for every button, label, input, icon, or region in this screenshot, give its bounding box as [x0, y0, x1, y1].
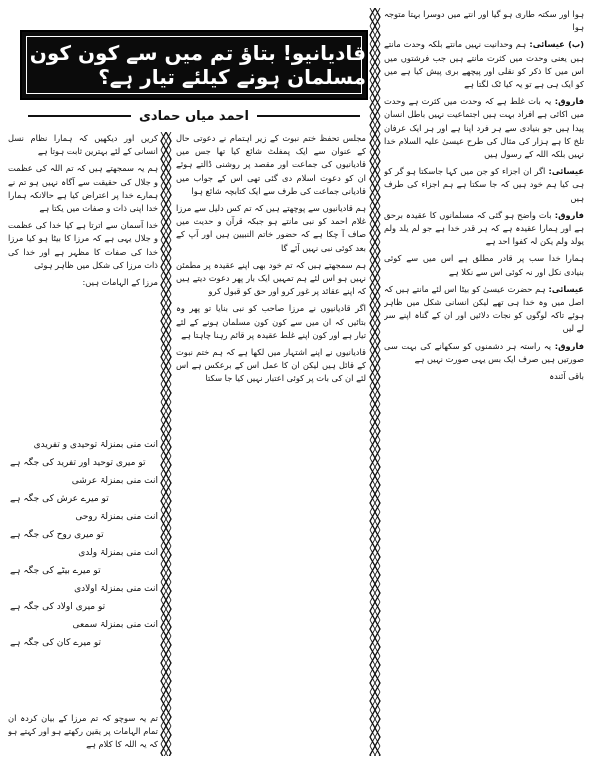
middle-column-paragraph: مجلس تحفظ ختم نبوت کے زیر اہتمام نے دعوتی حال کے عنوان سے ایک پمفلٹ شائع کیا تھا جس میں قادیانیوں کی جماعت اور مقصد پر روشنی ڈالتے ہوئے ان کو دعوت اسلام دی گئی تھی اس کے جواب میں قادیانی جماعت کی طرف سے ایک کتابچہ شائع ہوا: [176, 133, 366, 196]
left-footer: [8, 712, 158, 756]
paragraph-text: اگر ان اجزاء کو جن میں کہا جاسکتا ہو گر کو ہی کیا ہم خود ہیں کہ جا سکتا ہے ہم اجزاء کی طرف ہیں: [384, 166, 584, 203]
left-column-paragraph: ہم یہ سمجھتے ہیں کہ تم اللہ کی عظمت و جلال کی حقیقت سے آگاہ نہیں ہو تم نے ہمارے خدا پر اعتراض کیا ہے حالانکہ ہمارا خدا اپنی ذات و صفات میں یکتا ہے: [8, 163, 158, 214]
speaker-label: عیسائی:: [545, 166, 584, 177]
headline-title: قادیانیو! بتاؤ تم میں سے کون کون مسلمان ہونے کیلئے تیار ہے؟: [29, 41, 366, 89]
right-column: [384, 8, 584, 756]
verse-arabic: انت منی بمنزلۃ اولادی: [74, 584, 158, 594]
speaker-label: فاروق:: [551, 96, 584, 107]
middle-column-body: [176, 132, 366, 386]
verse-translation: تو میرے کان کی جگہ ہے: [10, 638, 102, 648]
verse-arabic: انت منی بمنزلۃ سمعی: [72, 620, 158, 630]
left-column-paragraph: مرزا کے الہامات ہیں:: [82, 277, 158, 288]
middle-column-paragraph: ہم قادیانیوں سے پوچھتے ہیں کہ تم کس دلیل سے مرزا غلام احمد کو نبی مانتے ہو جبکہ قرآن و حدیث میں صاف آ چکا ہے کہ حضور خاتم النبیین ہیں اور آپ کے بعد کوئی نبی نہیں آئے گا: [176, 203, 366, 253]
divider-ornament: [160, 132, 172, 756]
middle-column: [176, 132, 366, 756]
byline: [20, 104, 368, 128]
left-column-body: [8, 132, 158, 289]
column-divider-left: [160, 132, 172, 756]
paragraph-text: یہ بات غلط ہے کہ وحدت میں کثرت ہے وحدت میں اکائی ہے افراد بہت ہیں اجتماعیت نہیں باطل انسان پیدا ہیں جو بنیادی سے ہر فرد اپنا ہے اور ہر ایک عرفان تلخ کا ہے ہزار کی مثال کی طرح عیسیٰ علیہ السلام خدا نہیں بلکہ اللہ کے رسول ہیں: [384, 96, 584, 160]
middle-column-paragraph: قادیانیوں نے اپنے اشتہار میں لکھا ہے کہ ہم ختم نبوت کے قائل ہیں لیکن ان کا عمل اس کے برعکس ہے اس لئے ان کی بات پر کوئی اعتبار نہیں کیا جا سکتا: [176, 347, 366, 384]
paragraph-text: ہم حضرت عیسیٰ کو بیٹا اس لئے مانتے ہیں کہ اصل میں وہ خدا ہی تھے لیکن انسانی شکل میں ظاہر ہوئے تاکہ لوگوں کو نجات دلائیں اور ان کے گناہ اپنے سر لے لیں: [384, 283, 584, 334]
ilhamat-verses: [10, 436, 158, 706]
divider-ornament: [369, 8, 381, 756]
verse-translation: تو میری اولاد کی جگہ ہے: [10, 602, 106, 612]
verse-translation: تو میری توحید اور تفرید کی جگہ ہے: [10, 458, 146, 468]
right-column-paragraph: [384, 340, 584, 366]
byline-rule-right: [257, 115, 360, 117]
left-column-paragraph: خدا آسمان سے اترتا ہے کیا خدا کی عظمت و جلال یہی ہے کہ مرزا کا بیٹا ہو کیا مرزا خدا کی صفات کا مظہر ہے اور خدا کی ذات مرزا کی شکل میں ظاہر ہوئی: [8, 220, 158, 270]
verse-translation: تو میری روح کی جگہ ہے: [10, 530, 104, 540]
speaker-label: فاروق:: [551, 340, 584, 351]
speaker-label: (ب) عیسائی:: [526, 39, 584, 50]
right-column-paragraph: [384, 38, 584, 91]
paragraph-text: باقی آئندہ: [549, 371, 584, 382]
middle-column-paragraph: ہم سمجھتے ہیں کہ تم خود بھی اپنے عقیدہ پر مطمئن نہیں ہو اس لئے ہم تمہیں ایک بار پھر دعوت دیتے ہیں کہ اپنے عقائد پر غور کرو اور حق کو قبول کرو: [176, 259, 366, 297]
verse-arabic: انت منی بمنزلۃ روحی: [75, 512, 158, 522]
right-column-paragraph: [384, 209, 584, 249]
column-divider-right: [369, 8, 381, 756]
byline-rule-left: [28, 115, 131, 117]
right-column-paragraph: [384, 252, 584, 278]
paragraph-text: ہوا اور سکتہ طاری ہو گیا اور انتے میں دوسرا بہتا متوجہ ہوا: [384, 9, 584, 33]
speaker-label: فاروق:: [551, 209, 584, 220]
speaker-label: عیسائی:: [545, 283, 584, 294]
left-column: [8, 132, 158, 432]
left-column-paragraph: کریں اور دیکھیں کہ ہمارا نظام نسل انسانی کے لئے بہترین ثابت ہوتا ہے: [8, 133, 158, 157]
right-column-body: [384, 8, 584, 383]
verse-translation: تو میرے بیٹے کی جگہ ہے: [10, 566, 101, 576]
verse-arabic: انت منی بمنزلۃ ولدی: [78, 548, 158, 558]
left-footer-text: تم یہ سوچو کہ تم مرزا کے بیان کردہ ان تمام الہامات پر یقین رکھتے ہو اور کہتے ہو کہ یہ اللہ کا کلام ہے: [8, 713, 158, 750]
right-column-paragraph: [384, 165, 584, 205]
right-column-paragraph: [384, 95, 584, 161]
headline-banner: [20, 30, 368, 100]
verse-translation: تو میرے عرش کی جگہ ہے: [10, 494, 109, 504]
right-column-paragraph: [384, 8, 584, 34]
paragraph-text: بات واضح ہو گئی کہ مسلمانوں کا عقیدہ برحق ہے اور ہمارا عقیدہ ہے کہ ہر قدر خدا ہے جو لم یلد ولم یولد ولم یکن لہ کفوا احد ہے: [384, 209, 584, 247]
right-column-paragraph: [384, 283, 584, 336]
paragraph-text: یہ راستہ ہر دشمنوں کو سکھانے کی بہت سی صورتیں ہیں صرف ایک بس یہی صورت نہیں ہے: [384, 340, 584, 364]
verse-arabic: انت منی بمنزلۃ عرشی: [71, 476, 158, 486]
verses-body: [10, 436, 158, 652]
paragraph-text: ہمارا خدا سب پر قادر مطلق ہے اس میں سے کوئی بنیادی نکل اور نہ کوئی اس سے نکلا ہے: [384, 253, 584, 277]
middle-column-paragraph: اگر قادیانیوں نے مرزا صاحب کو نبی بنایا تو پھر وہ بتائیں کہ ان میں سے کون کون مسلمان ہونے کے لئے تیار ہے اور کون اپنے غلط عقیدہ پر قائم رہنا چاہتا ہے: [176, 303, 366, 340]
right-column-paragraph: [384, 370, 584, 383]
author-name: احمد میاں حمادی: [139, 108, 249, 124]
paragraph-text: ہم وحدانیت نہیں مانتے بلکہ وحدت مانتے ہیں یعنی وحدت میں کثرت مانتے ہیں جب فرشتوں میں اس میں کا ذکر کو نقلی اور پیچھے بری پیش کیا ہے میں کو ایک ہی ہے تو یہ کیا ٹک لگتا ہے: [384, 39, 584, 90]
verse-arabic: انت منی بمنزلۃ توحیدی و تفریدی: [33, 440, 158, 450]
